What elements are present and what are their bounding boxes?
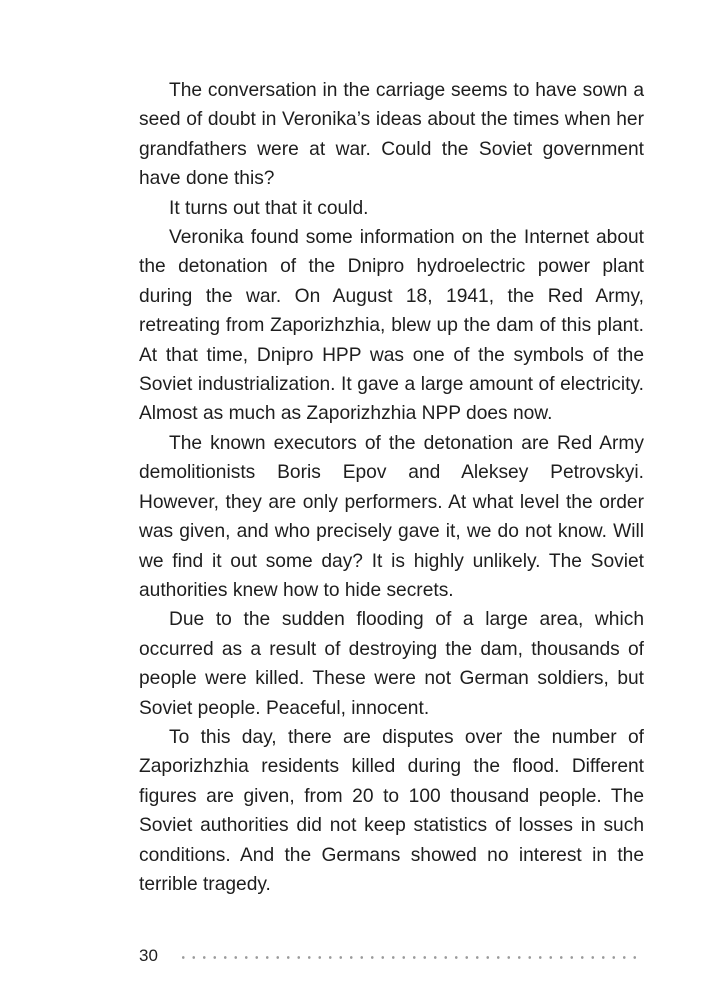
paragraph: Due to the sudden flooding of a large area, which occurred as a result of destroying the dam, thousands of people were killed. These were not German soldiers, but Soviet people. Peaceful, innocent.: [139, 609, 644, 719]
dotted-rule: [178, 956, 644, 959]
paragraph: The known executors of the detonation are Red Army demolitionists Boris Epov and Aleksey Petrovskyi. However, they are only performers. At what level the order was given, and who precisely gave it, we do not know. Will we find it out some day? It is highly unlikely. The Soviet authorities knew how to hide secrets.: [139, 432, 644, 601]
paragraph: It turns out that it could.: [169, 197, 369, 219]
page-footer: [139, 943, 644, 969]
paragraph: The conversation in the carriage seems to have sown a seed of doubt in Veronika’s ideas about the times when her grandfathers were at war. Could the Soviet government have done this?: [139, 80, 644, 190]
page-number: 30: [139, 946, 158, 965]
paragraph: To this day, there are disputes over the number of Zaporizhzhia residents killed during the flood. Different figures are given, from 20 to 100 thousand people. The Soviet authorities did not keep statistics of losses in such conditions. And the Germans showed no interest in the terrible tragedy.: [139, 726, 644, 895]
paragraph: Veronika found some information on the Internet about the detonation of the Dnipro hydroelectric power plant during the war. On August 18, 1941, the Red Army, retreating from Zaporizhzhia, blew up the dam of this plant. At that time, Dnipro HPP was one of the symbols of the Soviet industrialization. It gave a large amount of electricity. Almost as much as Zaporizhzhia NPP does now.: [139, 227, 644, 425]
body-text: [139, 76, 644, 899]
